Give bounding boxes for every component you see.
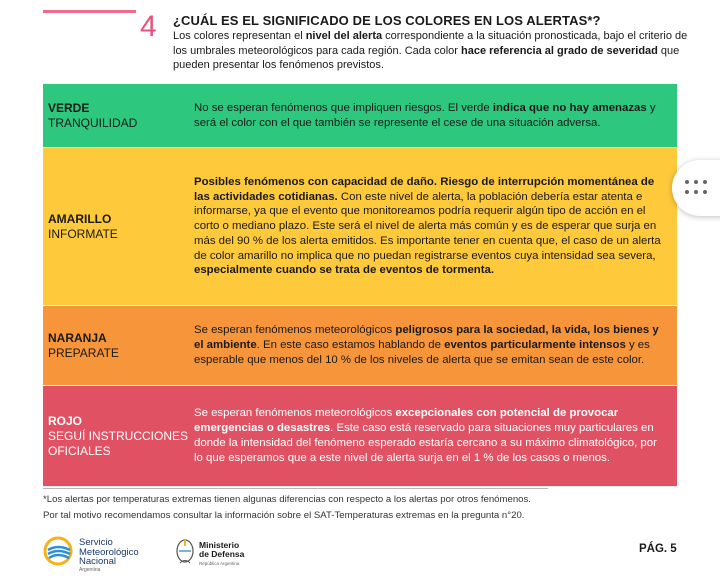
alert-row-naranja [43, 306, 677, 386]
emphasis-text: especialmente cuando se trata de eventos de tormenta. [194, 264, 495, 277]
body-text: . Este caso está reservado para situaciones muy particulares en donde la intensidad del fenómeno esperado estaría cercano a su máximo climatológico, por lo que esperamos que a este nivel de alerta surja en el 1 % de los casos o menos. [194, 422, 657, 464]
emphasis-text: peligrosos para la sociedad, la vida, los bienes y el ambiente [194, 324, 659, 352]
alert-level-description [190, 323, 677, 367]
alert-row-rojo [43, 386, 677, 487]
alert-row-amarillo [43, 148, 677, 306]
grid-dots-icon [685, 180, 711, 196]
body-text: correspondiente a la situación pronosticada, bajo el criterio de los umbrales meteorológicos para cada región. Cada color [173, 30, 688, 57]
footnote [43, 492, 603, 524]
emphasis-text: eventos particularmente intensos [444, 339, 626, 352]
smn-country: Argentina [79, 566, 101, 573]
ministry-subtitle: República Argentina [199, 561, 240, 566]
emphasis-text: excepcionales con potencial de provocar emergencias o desastres [194, 407, 619, 435]
smn-name-line: Servicio [79, 537, 113, 548]
alert-level-name: ROJO [48, 413, 83, 428]
alert-level-action: SEGUÍ INSTRUCCIONES OFICIALES [48, 428, 189, 458]
body-text: . En este caso estamos hablando de [256, 339, 445, 352]
alert-level-label [43, 101, 190, 131]
alert-level-name: VERDE [48, 100, 90, 115]
alert-level-description [190, 101, 677, 131]
body-text: Los colores representan el [173, 30, 306, 42]
page-number: PÁG. 5 [639, 543, 677, 555]
question-title: ¿CUÁL ES EL SIGNIFICADO DE LOS COLORES EN LOS ALERTAS*? [173, 13, 601, 28]
alert-level-label [43, 331, 190, 361]
body-text: y será el color con el que también se represente el cese de una situación adversa. [194, 101, 656, 129]
body-text: Con este nivel de alerta, la población debería estar atenta e informarse, ya que el evento que monitoreamos podría requerir algún tipo de acción en el corto o mediano plazo. Este será el nivel de alerta más común y es de esperar que surja en más del 90 % de los alerta emitidos. Es importante tener en cuenta que, el caso de un alerta de color amarillo no implica que no puedan registrarse eventos cuya intensidad sea severa, [194, 190, 661, 262]
emphasis-text: Posibles fenómenos con capacidad de daño. Riesgo de interrupción momentánea de las actividades cotidianas. [194, 175, 655, 203]
footnote-line: *Los alertas por temperaturas extremas tienen algunas diferencias con respecto a los alertas por otros fenómenos. [43, 494, 531, 505]
coat-of-arms-icon [175, 536, 195, 566]
alert-level-label [43, 212, 190, 242]
body-text: que pueden presentar los fenómenos previstos. [173, 44, 680, 71]
footnote-divider [43, 488, 548, 489]
alert-level-description [190, 406, 677, 465]
ministry-logo [175, 536, 265, 570]
footnote-line: Por tal motivo recomendamos consultar la información sobre el SAT-Temperaturas extremas en la pregunta n°20. [43, 510, 525, 521]
smn-emblem-icon [43, 536, 75, 566]
alert-level-name: AMARILLO [48, 211, 112, 226]
body-text: y es esperable que menos del 10 % de los niveles de alerta que se emitan sean de este color. [194, 339, 650, 366]
top-accent-rule [43, 10, 136, 13]
question-number: 4 [140, 10, 157, 43]
smn-name-line: Nacional [79, 556, 116, 567]
smn-name-line: Meteorológico [79, 546, 139, 558]
body-text: No se esperan fenómenos que impliquen riesgos. El verde [194, 101, 493, 114]
floating-menu-button[interactable] [672, 160, 720, 216]
alert-level-action: TRANQUILIDAD [48, 115, 138, 130]
alert-level-label [43, 414, 190, 459]
alert-row-verde [43, 84, 677, 148]
emphasis-text: nivel del alerta [305, 30, 383, 42]
alert-levels-table [43, 84, 677, 487]
ministry-name-line: de Defensa [199, 549, 245, 559]
alert-level-action: INFORMATE [48, 226, 118, 241]
emphasis-text: indica que no hay amenazas [492, 101, 647, 114]
body-text: Se esperan fenómenos meteorológicos [194, 407, 396, 420]
alert-level-description [190, 175, 677, 279]
ministry-name [199, 541, 244, 568]
smn-name [79, 538, 139, 573]
ministry-name-line: Ministerio [199, 540, 240, 550]
alert-level-name: NARANJA [48, 330, 107, 345]
body-text: Se esperan fenómenos meteorológicos [194, 324, 396, 337]
emphasis-text: hace referencia al grado de severidad [461, 44, 658, 57]
smn-logo [43, 536, 163, 573]
alert-level-action: PREPARATE [48, 345, 119, 360]
question-intro [173, 29, 693, 73]
